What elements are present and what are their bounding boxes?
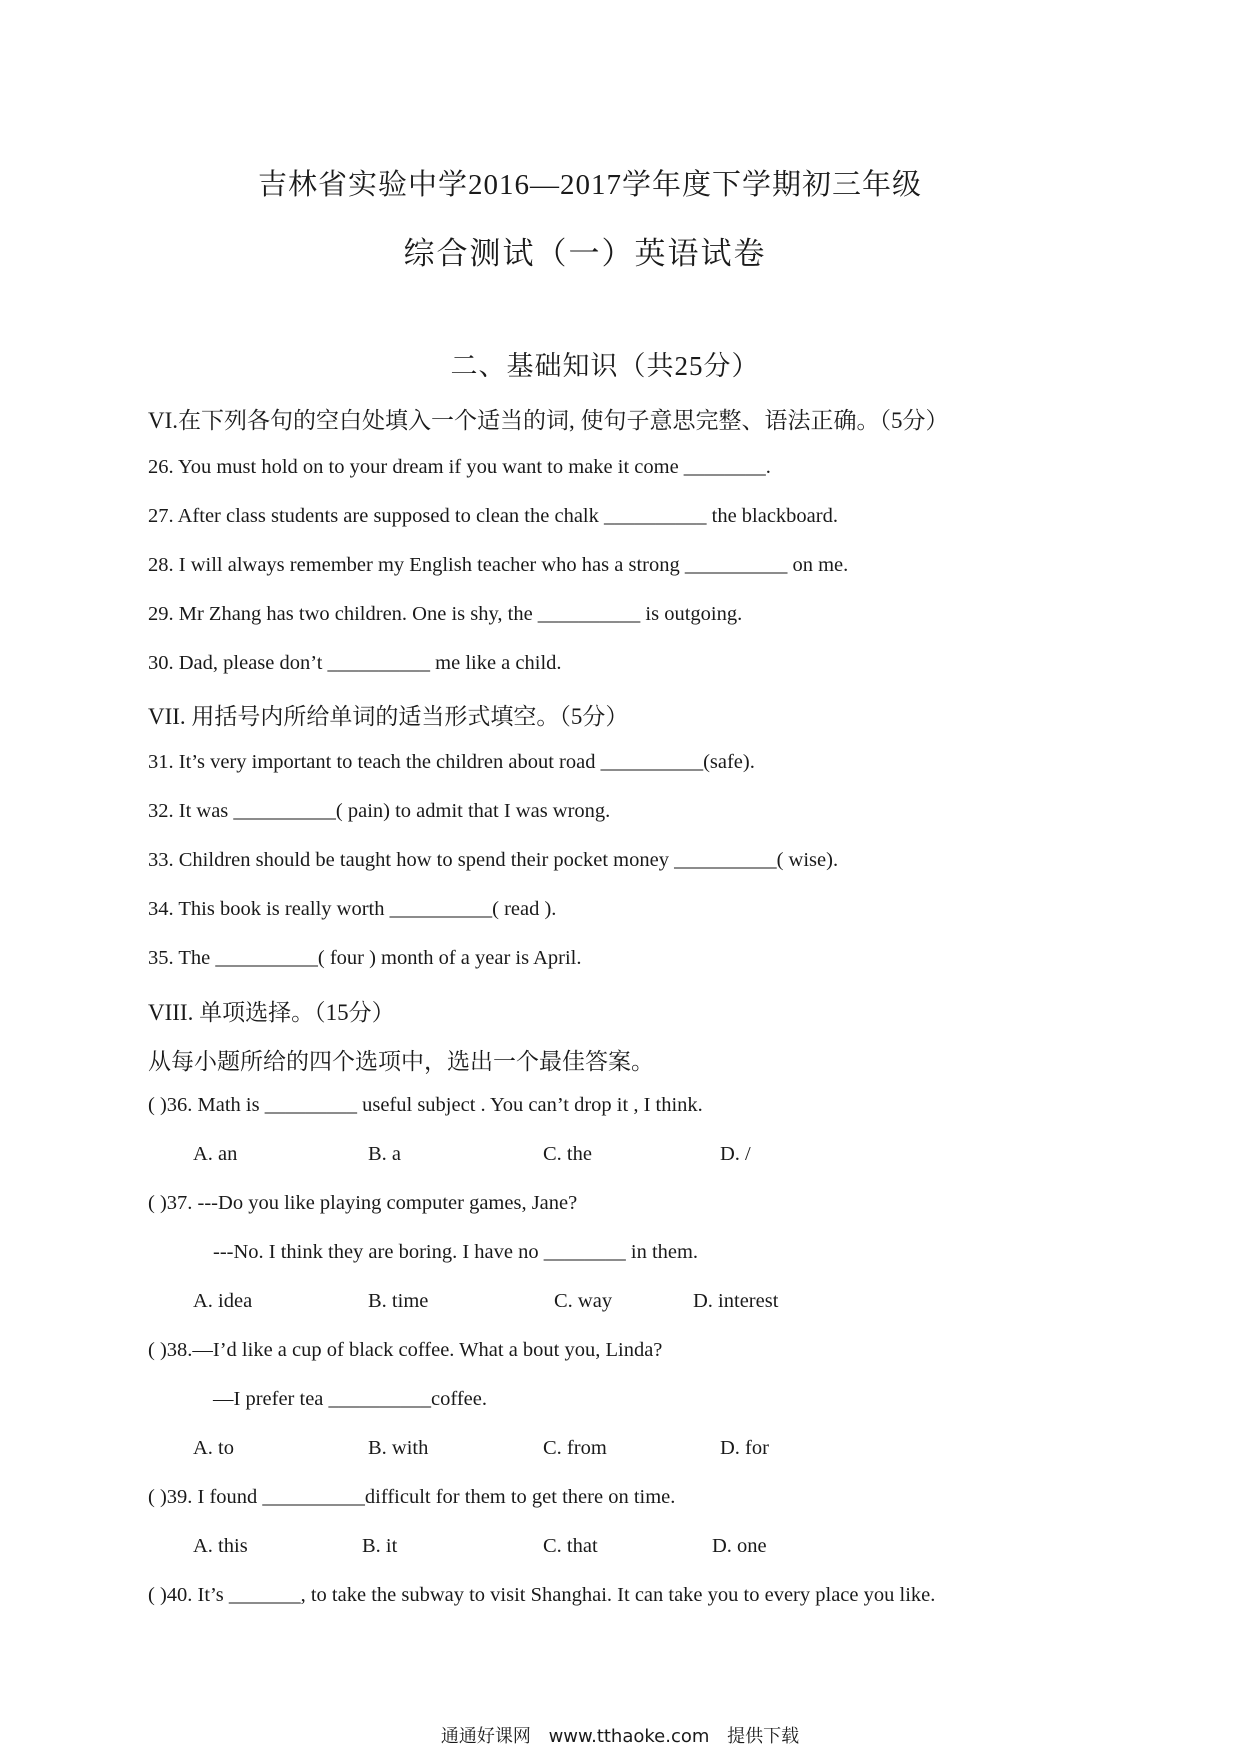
q36-option-c: C. the [543,1143,592,1165]
question-29: 29. Mr Zhang has two children. One is shy, the __________ is outgoing. [148,603,743,625]
q38-option-a: A. to [193,1437,234,1459]
q39-option-a: A. this [193,1535,248,1557]
question-38-stem: ( )38.—I’d like a cup of black coffee. What a bout you, Linda? [148,1339,663,1361]
question-27: 27. After class students are supposed to clean the chalk __________ the blackboard. [148,505,838,527]
part8-heading: VIII. 单项选择。（15分） [148,1000,395,1025]
footer-note: 提供下载 [727,1726,800,1747]
q36-option-d: D. / [720,1143,751,1165]
question-35: 35. The __________( four ) month of a year is April. [148,947,582,969]
question-32: 32. It was __________( pain) to admit that I was wrong. [148,800,611,822]
q39-option-c: C. that [543,1535,598,1557]
title-line-1: 吉林省实验中学2016—2017学年度下学期初三年级 [257,169,922,201]
q39-option-b: B. it [362,1535,398,1557]
question-39-stem: ( )39. I found __________difficult for them to get there on time. [148,1486,676,1508]
question-40-stem: ( )40. It’s _______, to take the subway to visit Shanghai. It can take you to every place you like. [148,1584,936,1606]
question-38-reply: —I prefer tea __________coffee. [213,1388,487,1410]
q39-option-d: D. one [712,1535,767,1557]
question-37-stem: ( )37. ---Do you like playing computer games, Jane? [148,1192,578,1214]
footer-url[interactable]: www.tthaoke.com [548,1726,710,1747]
question-31: 31. It’s very important to teach the children about road __________(safe). [148,751,755,773]
question-28: 28. I will always remember my English teacher who has a strong __________ on me. [148,554,849,576]
q36-option-a: A. an [193,1143,238,1165]
q37-option-c: C. way [554,1290,613,1312]
question-37-reply: ---No. I think they are boring. I have no ________ in them. [213,1241,699,1263]
q36-option-b: B. a [368,1143,402,1165]
q37-option-d: D. interest [693,1290,779,1312]
title-line-2: 综合测试（一）英语试卷 [403,236,767,271]
q38-option-b: B. with [368,1437,429,1459]
part7-heading: VII. 用括号内所给单词的适当形式填空。（5分） [148,704,629,729]
footer-site-name: 通通好课网 [440,1726,531,1747]
page-footer [0,1722,1240,1748]
part6-heading: VI.在下列各句的空白处填入一个适当的词, 使句子意思完整、语法正确。（5分） [148,408,949,433]
q37-option-b: B. time [368,1290,429,1312]
question-34: 34. This book is really worth __________( read ). [148,898,557,920]
q37-option-a: A. idea [193,1290,253,1312]
question-33: 33. Children should be taught how to spend their pocket money __________( wise). [148,849,839,871]
question-30: 30. Dad, please don’t __________ me like a child. [148,652,562,674]
question-26: 26. You must hold on to your dream if you want to make it come ________. [148,456,771,478]
section-title: 二、基础知识（共25分） [450,351,760,381]
q38-option-d: D. for [720,1437,769,1459]
part8-instruction: 从每小题所给的四个选项中，选出一个最佳答案。 [148,1049,654,1074]
q38-option-c: C. from [543,1437,607,1459]
question-36-stem: ( )36. Math is _________ useful subject . You can’t drop it , I think. [148,1094,703,1116]
